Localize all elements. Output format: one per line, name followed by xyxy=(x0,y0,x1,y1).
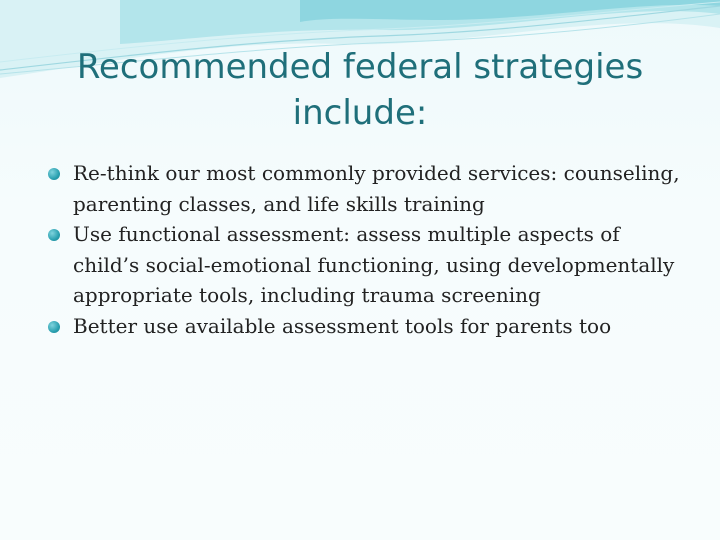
slide-title-line-1: Recommended federal strategies xyxy=(76,47,644,87)
slide-title xyxy=(0,44,720,136)
bullet-item xyxy=(48,158,688,219)
bullet-list xyxy=(48,158,688,341)
bullet-dot-icon xyxy=(48,229,60,241)
bullet-text: Better use available assessment tools for parents too xyxy=(73,313,612,338)
bullet-text: Use functional assessment: assess multiple aspects of child’s social-emotional functioning, using developmentally appropriate tools, including trauma screening xyxy=(73,222,675,307)
bullet-text: Re-think our most commonly provided services: counseling, parenting classes, and life skills training xyxy=(73,161,680,216)
bullet-dot-icon xyxy=(48,321,60,333)
bullet-item xyxy=(48,219,688,311)
bullet-dot-icon xyxy=(48,168,60,180)
bullet-item xyxy=(48,311,688,342)
slide-title-line-2: include: xyxy=(292,93,428,133)
